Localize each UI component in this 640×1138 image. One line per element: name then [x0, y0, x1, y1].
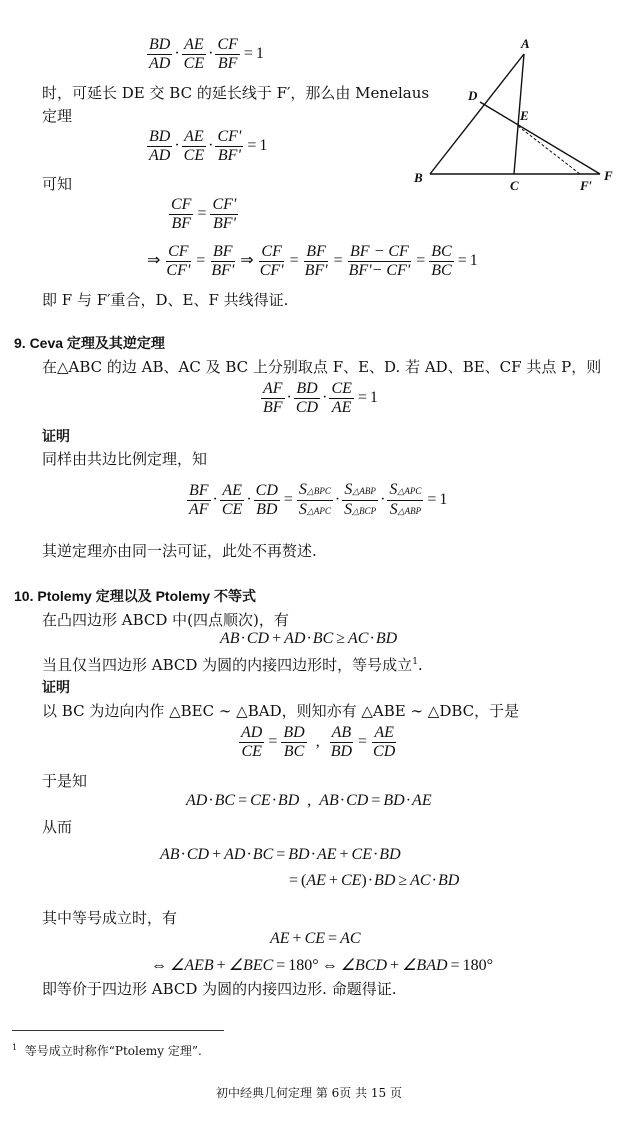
intro-line2: 定理	[42, 107, 73, 125]
ptolemy-equality: 当且仅当四边形 ABCD 为圆的内接四边形时，等号成立$^1$.	[42, 656, 423, 674]
ceva-heading: 9. Ceva 定理及其逆定理	[14, 335, 165, 351]
sum-derivation-2: = (AE + CE)·BD ≥ AC·BD	[289, 872, 460, 889]
ptolemy-inequality: AB·CD + AD·BC ≥ AC·BD	[220, 630, 398, 647]
ae-ce-ac: AE + CE = AC	[270, 930, 361, 947]
label-e: E	[520, 108, 529, 123]
intro-line: 时，可延长 DE 交 BC 的延长线于 F′，那么由 Menelaus	[42, 84, 430, 102]
side-ab	[430, 54, 524, 174]
ptolemy-final: 即等价于四边形 ABCD 为圆的内接四边形. 命题得证.	[42, 980, 397, 998]
triangle-figure	[400, 30, 630, 200]
footnote-mark: 1	[12, 1043, 18, 1052]
ceva-formula: $\frac{AF}{BF}$ · $\frac{BD}{CD}$ · $\frac{CE}{AE}$ = 1	[263, 380, 378, 416]
ptolemy-proof-label: 证明	[42, 679, 70, 695]
page-footer: 初中经典几何定理 第 6页 共 15 页	[216, 1086, 402, 1100]
label-d: D	[468, 88, 478, 103]
label-a: A	[521, 36, 530, 51]
product-equalities: AD·BC = CE·BD , AB·CD = BD·AE	[186, 792, 432, 809]
so-know-text: 于是知	[42, 772, 88, 790]
footnote-ref: 1	[412, 657, 418, 667]
ceva-inverse: 其逆定理亦由同一法可证，此处不再赘述.	[42, 542, 317, 560]
line-ef-prime	[518, 126, 580, 174]
ceva-statement: 在△ABC 的边 AB、AC 及 BC 上分别取点 F、E、D. 若 AD、BE、CF 共点 P，则	[42, 358, 602, 376]
label-b: B	[414, 170, 423, 185]
menelaus-formula: $\frac{BD}{AD}$ · $\frac{AE}{CE}$ · $\frac{CF}{BF}$ = 1	[149, 36, 264, 72]
conclusion-text: 即 F 与 F′重合，D、E、F 共线得证.	[42, 291, 289, 309]
ceva-area-formula: $\frac{BF}{AF}$ · $\frac{AE}{CE}$ · $\frac{CD}{BD}$ = $\frac{\text{S△BPC}}{\text{S△APC}}$ · $\frac{\text{S△ABP}}{\text{S△BCP}}$ · $\frac{\text{S△APC}}{\text{S△ABP}}$ = 1	[189, 481, 448, 518]
ptolemy-ratios: $\frac{AD}{CE}$ = $\frac{BD}{BC}$ , $\frac{AB}{BD}$ = $\frac{AE}{CD}$	[241, 724, 396, 760]
ratio-equal: $\frac{CF}{BF}$ = $\frac{CF'}{BF'}$	[171, 196, 237, 232]
knowing-text: 可知	[42, 175, 73, 193]
line-df	[480, 102, 600, 174]
ratio-chain: ⇒ $\frac{CF}{CF'}$ = $\frac{BF}{BF'}$ ⇒ $\frac{CF}{CF'}$ = $\frac{BF}{BF'}$ = $\frac{BF - CF}{BF'- CF'}$ = $\frac{BC}{BC}$ = 1	[147, 243, 478, 279]
ceva-proof-label: 证明	[42, 428, 70, 444]
angle-equivalence: ⇔ ∠AEB + ∠BEC = 180° ⇔ ∠BCD + ∠BAD = 180°	[151, 957, 493, 974]
label-f-prime: F′	[580, 178, 593, 193]
ceva-proof-text: 同样由共边比例定理，知	[42, 450, 208, 468]
menelaus-formula-2: $\frac{BD}{AD}$ · $\frac{AE}{CE}$ · $\frac{CF'}{BF'}$ = 1	[149, 128, 268, 164]
ptolemy-heading: 10. Ptolemy 定理以及 Ptolemy 不等式	[14, 588, 256, 604]
footnote-rule	[12, 1030, 224, 1031]
label-f: F	[604, 168, 613, 183]
ptolemy-statement: 在凸四边形 ABCD 中(四点顺次)，有	[42, 611, 289, 629]
ptolemy-proof-text: 以 BC 为边向内作 △BEC ∼ △BAD，则知亦有 △ABE ∼ △DBC，于是	[42, 702, 520, 720]
sum-derivation-1: AB·CD + AD·BC = BD·AE + CE·BD	[160, 846, 401, 863]
thus-text: 从而	[42, 818, 73, 836]
footnote: $^1$ 等号成立时称作“Ptolemy 定理”.	[12, 1043, 202, 1058]
label-c: C	[510, 178, 519, 193]
eq-when-text: 其中等号成立时，有	[42, 909, 178, 927]
